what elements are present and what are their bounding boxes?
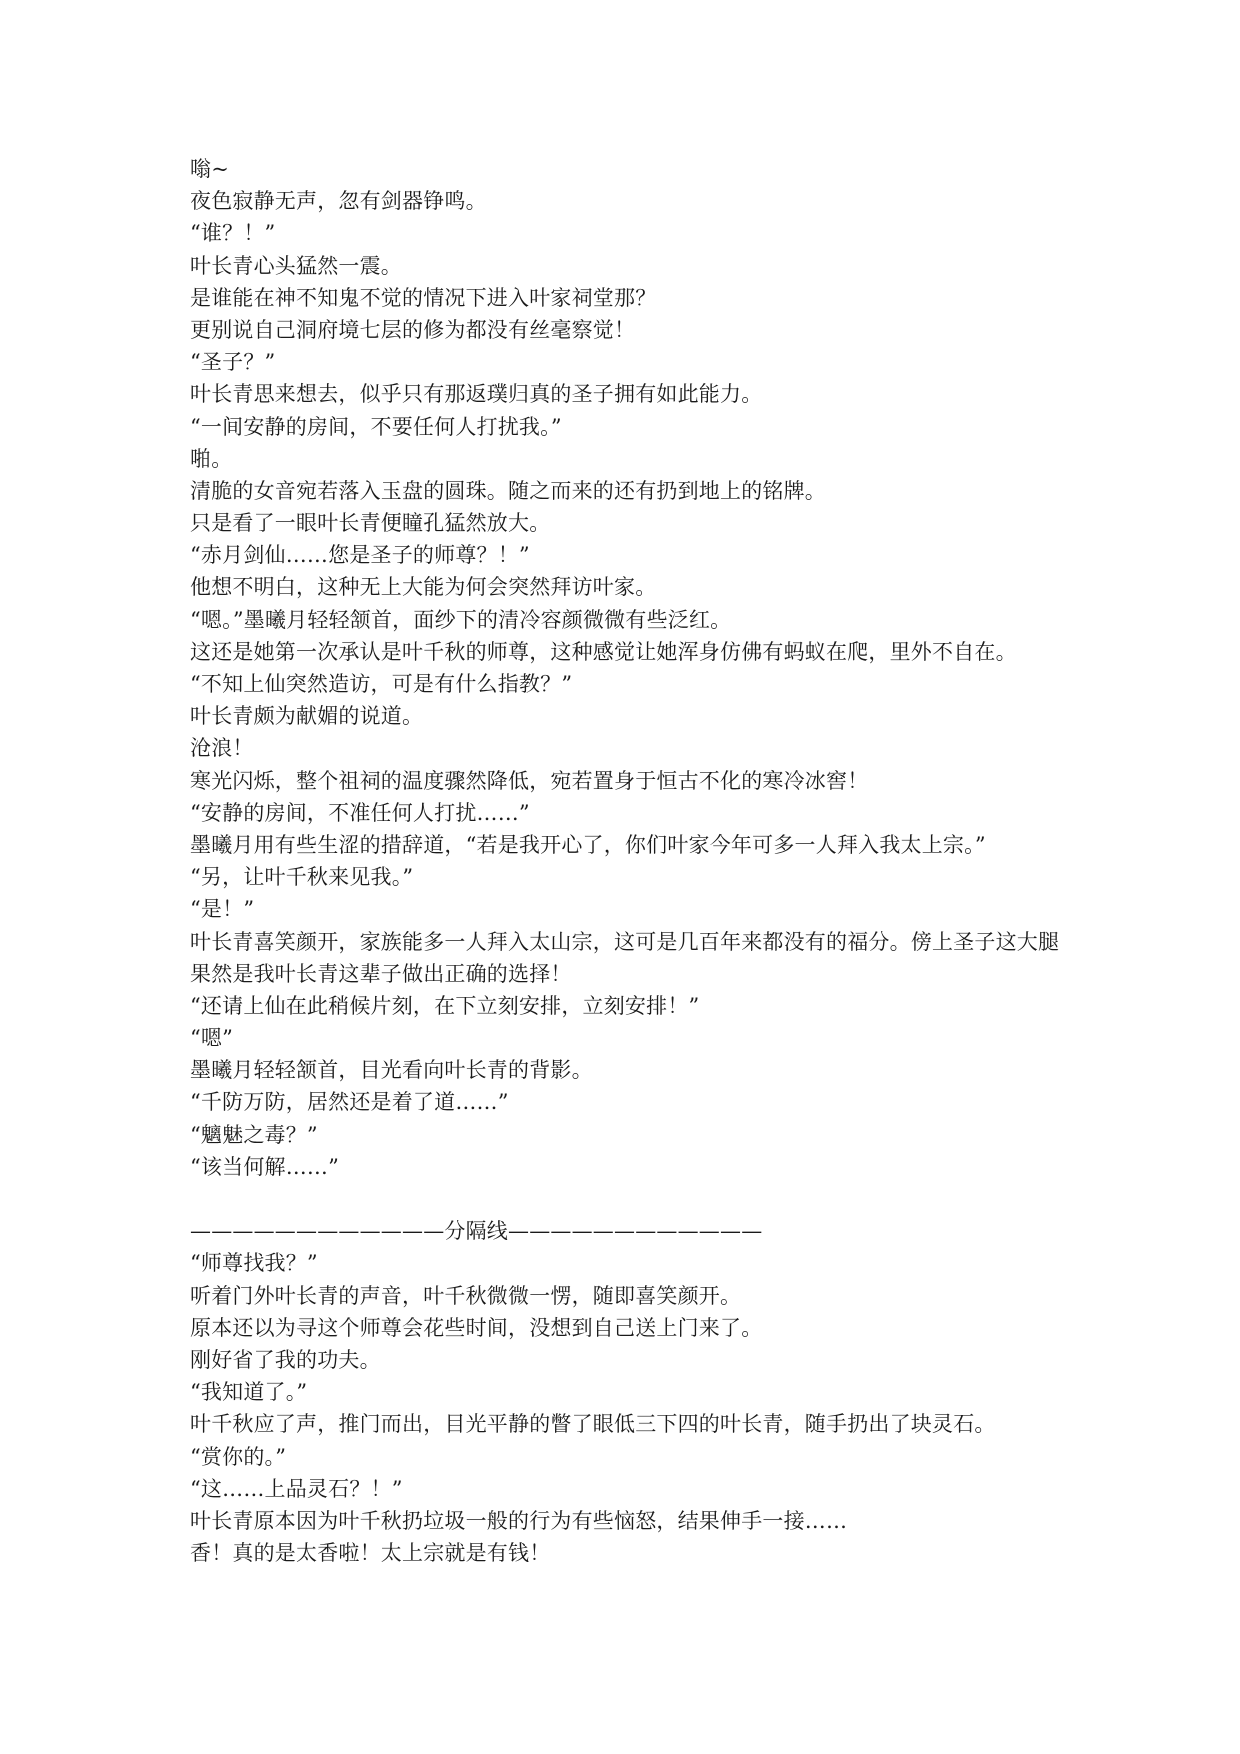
text-line: “谁？！” xyxy=(190,221,276,246)
text-line: 原本还以为寻这个师尊会花些时间，没想到自己送上门来了。 xyxy=(190,1315,763,1340)
text-line: 叶长青原本因为叶千秋扔垃圾一般的行为有些恼怒，结果伸手一接…… xyxy=(190,1508,848,1533)
text-line: “嗯。”墨曦月轻轻颔首，面纱下的清冷容颜微微有些泛红。 xyxy=(190,607,732,632)
text-line: 叶千秋应了声，推门而出，目光平静的瞥了眼低三下四的叶长青，随手扔出了块灵石。 xyxy=(190,1412,996,1437)
text-line: “不知上仙突然造访，可是有什么指教？” xyxy=(190,672,573,696)
text-line: 沧浪！ xyxy=(190,736,254,761)
text-line: 他想不明白，这种无上大能为何会突然拜访叶家。 xyxy=(190,575,657,600)
text-line: “是！” xyxy=(190,897,255,922)
text-line: “还请上仙在此稍候片刻，在下立刻安排，立刻安排！” xyxy=(190,993,700,1018)
text-line: 香！真的是太香啦！太上宗就是有钱！ xyxy=(190,1541,551,1566)
text-line: “嗯” xyxy=(190,1026,234,1051)
text-line: 叶长青思来想去，似乎只有那返璞归真的圣子拥有如此能力。 xyxy=(190,382,763,407)
text-line: 叶长青喜笑颜开，家族能多一人拜入太山宗，这可是几百年来都没有的福分。傍上圣子这大腿果然是我叶长青这辈子做出正确的选择！ xyxy=(190,929,1060,986)
text-line: “安静的房间，不准任何人打扰……” xyxy=(190,800,530,825)
text-line: 更别说自己洞府境七层的修为都没有丝毫察觉！ xyxy=(190,317,636,342)
text-line: 夜色寂静无声，忽有剑器铮鸣。 xyxy=(190,189,487,214)
text-line: 是谁能在神不知鬼不觉的情况下进入叶家祠堂那？ xyxy=(190,285,657,310)
text-line: “赤月剑仙……您是圣子的师尊？！” xyxy=(190,543,530,568)
text-line: 清脆的女音宛若落入玉盘的圆珠。随之而来的还有扔到地上的铭牌。 xyxy=(190,478,826,503)
text-line: “师尊找我？” xyxy=(190,1251,318,1276)
text-line: 寒光闪烁，整个祖祠的温度骤然降低，宛若置身于恒古不化的寒冷冰窖！ xyxy=(190,768,869,793)
text-line: 叶长青心头猛然一震。 xyxy=(190,253,402,278)
text-line: “一间安静的房间，不要任何人打扰我。” xyxy=(190,414,562,439)
text-line: 只是看了一眼叶长青便瞳孔猛然放大。 xyxy=(190,511,551,536)
text-line: “我知道了。” xyxy=(190,1380,308,1405)
text-line: “千防万防，居然还是着了道……” xyxy=(190,1090,509,1115)
text-line: “赏你的。” xyxy=(190,1444,287,1469)
text-line: “另，让叶千秋来见我。” xyxy=(190,865,414,890)
text-line: 墨曦月轻轻颔首，目光看向叶长青的背影。 xyxy=(190,1058,593,1083)
text-line: 墨曦月用有些生涩的措辞道，“若是我开心了，你们叶家今年可多一人拜入我太上宗。” xyxy=(190,832,986,857)
text-line: 嗡~ xyxy=(190,157,229,181)
blank-line xyxy=(190,1183,1070,1215)
section-divider: ————————————分隔线———————————— xyxy=(190,1219,763,1244)
text-line: 听着门外叶长青的声音，叶千秋微微一愣，随即喜笑颜开。 xyxy=(190,1283,742,1308)
text-line: 啪。 xyxy=(190,446,233,471)
text-line: 刚好省了我的功夫。 xyxy=(190,1347,381,1372)
text-line: 叶长青颇为献媚的说道。 xyxy=(190,704,424,729)
story-text xyxy=(190,153,1070,1569)
text-line: “魑魅之毒？” xyxy=(190,1122,318,1147)
text-line: “这……上品灵石？！” xyxy=(190,1476,403,1501)
text-line: 这还是她第一次承认是叶千秋的师尊，这种感觉让她浑身仿佛有蚂蚁在爬，里外不自在。 xyxy=(190,639,1017,664)
text-line: “该当何解……” xyxy=(190,1154,340,1179)
text-line: “圣子？” xyxy=(190,350,276,375)
